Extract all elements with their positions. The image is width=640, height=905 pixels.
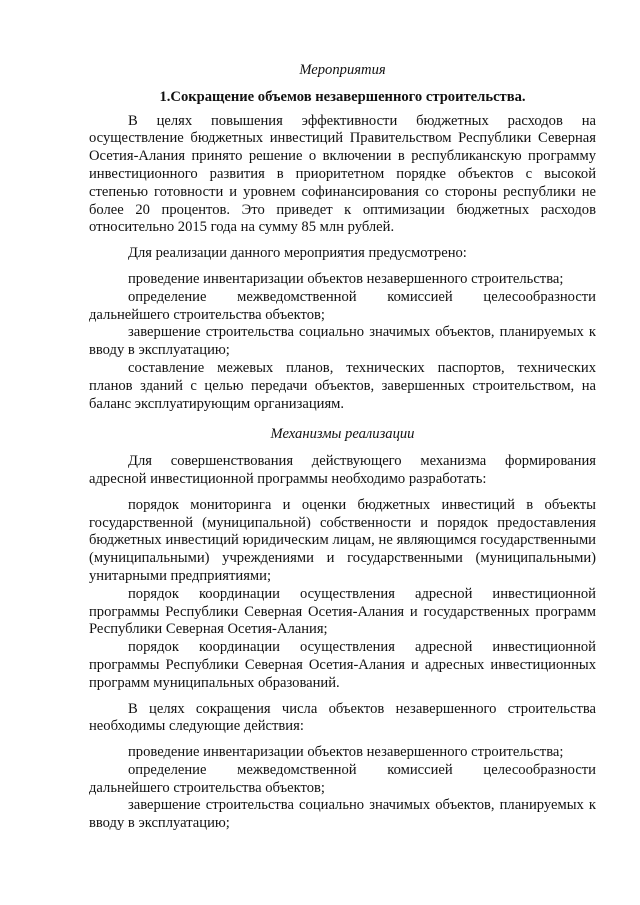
mechanisms-paragraph: Для совершенствования действующего механизма формирования адресной инвестиционной программы необходимо разработать: xyxy=(89,453,596,487)
document-body xyxy=(89,62,596,833)
intro-paragraph: В целях повышения эффективности бюджетных расходов на осуществление бюджетных инвестиций Правительством Республики Северная Осетия-Алания принято решение о включении в республиканскую программу инвестиционного развития в приоритетном порядке объектов с высокой степенью готовности и уровнем софинансирования со стороны республики не более 20 процентов. Это приведет к оптимизации бюджетных расходов относительно 2015 года на сумму 85 млн рублей. xyxy=(89,112,596,236)
list-item: составление межевых планов, технических паспортов, технических планов зданий с целью передачи объектов, завершенных строительством, на баланс эксплуатирующим организациям. xyxy=(89,359,596,412)
list-item: завершение строительства социально значимых объектов, планируемых к вводу в эксплуатацию; xyxy=(89,797,596,832)
list-item: определение межведомственной комиссией целесообразности дальнейшего строительства объектов; xyxy=(89,288,596,323)
list-item: порядок координации осуществления адресной инвестиционной программы Республики Северная Осетия-Алания и государственных программ Республики Северная Осетия-Алания; xyxy=(89,585,596,638)
list-item: проведение инвентаризации объектов незавершенного строительства; xyxy=(128,744,564,761)
list-item: определение межведомственной комиссией целесообразности дальнейшего строительства объектов; xyxy=(89,761,596,796)
provided-paragraph: Для реализации данного мероприятия предусмотрено: xyxy=(128,245,467,262)
measures-heading: Мероприятия xyxy=(299,62,386,78)
list-item: завершение строительства социально значимых объектов, планируемых к вводу в эксплуатацию; xyxy=(89,324,596,359)
section-title: 1.Сокращение объемов незавершенного строительства. xyxy=(159,88,526,105)
list-item: порядок координации осуществления адресной инвестиционной программы Республики Северная Осетия-Алания и адресных инвестиционных программ муниципальных образований. xyxy=(89,639,596,691)
actions-paragraph: В целях сокращения числа объектов незавершенного строительства необходимы следующие действия: xyxy=(89,700,596,735)
mechanisms-heading: Механизмы реализации xyxy=(270,426,415,443)
list-item: проведение инвентаризации объектов незавершенного строительства; xyxy=(128,270,564,287)
list-item: порядок мониторинга и оценки бюджетных инвестиций в объекты государственной (муниципальной) собственности и порядок предоставления бюджетных инвестиций юридическим лицам, не являющимся государственными (муниципальными) учреждениями и государственными (муниципальными) унитарными предприятиями; xyxy=(89,496,596,584)
